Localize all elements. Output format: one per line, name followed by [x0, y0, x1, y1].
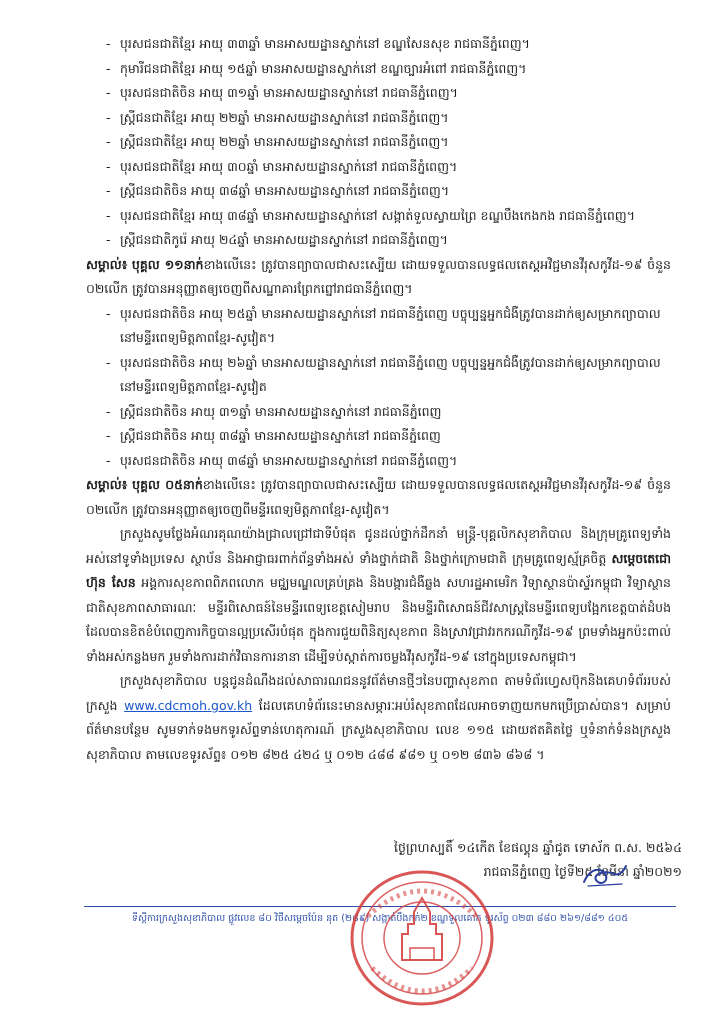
list-item: - ស្ត្រីជនជាតិកូរ៉េ អាយុ ២៤ឆ្នាំ មានអាសយដ្ឋានស្នាក់នៅ រាជធានីភ្នំពេញ។: [120, 228, 671, 253]
signature-icon: [580, 862, 630, 890]
thanks-bold-name: សម្ដេចតេជោ ហ៊ុន សែន: [86, 550, 671, 590]
thanks-text-after: អង្គការសុខភាពពិភពលោក មជ្ឈមណ្ឌលគ្រប់គ្រង និងបង្ការជំងឺឆ្លង សហរដ្ឋអាមេរិក វិទ្យាស្ថានប៉ាស្ទ័រកម្ពុជា វិទ្យាស្ថានជាតិសុខភាពសាធារណៈ មន្ទីរពិសោធន៍នៃមន្ទីរពេទ្យខេត្តសៀមរាប និងមន្ទីរពិសោធន៍ជីវសាស្ត្រនៃមន្ទីរពេទ្យបង្អែកខេត្តបាត់ដំបង ដែលបានខិតខំបំពេញភារកិច្ចបានល្អប្រសើរបំផុត ក្នុងការជួយពិនិត្យសុខភាព និងស្រាវជ្រាវរកករណីកូវីដ-១៩ ព្រមទាំងអ្នកប៉ះពាល់ទាំងអស់កន្លងមក រួមទាំងការដាក់វិធានការនានា ដើម្បីទប់ស្កាត់ការចម្លងវីរុសកូវីដ-១៩ នៅក្នុងប្រទេសកម្ពុជា។: [86, 575, 671, 664]
list-item: - ស្ត្រីជនជាតិចិន អាយុ ៣១ឆ្នាំ មានអាសយដ្ឋានស្នាក់នៅ រាជធានីភ្នំពេញ: [120, 400, 671, 425]
list-item: - បុរសជនជាតិខ្មែរ អាយុ ៣៣ឆ្នាំ មានអាសយដ្ឋានស្នាក់នៅ ខណ្ឌសែនសុខ រាជធានីភ្នំពេញ។: [120, 32, 671, 57]
list-item: - បុរសជនជាតិចិន អាយុ ២៦ឆ្នាំ មានអាសយដ្ឋានស្នាក់នៅ រាជធានីភ្នំពេញ បច្ចុប្បន្នអ្នកជំងឺត្រូវបានដាក់ឲ្យសម្រាកព្យាបាលនៅមន្ទីរពេទ្យមិត្តភាពខ្មែរ-សូវៀត: [120, 351, 671, 400]
list-item: - បុរសជនជាតិចិន អាយុ ៣១ឆ្នាំ មានអាសយដ្ឋានស្នាក់នៅ រាជធានីភ្នំពេញ។: [120, 81, 671, 106]
recovered-list-1: [86, 32, 671, 253]
list-item: - បុរសជនជាតិចិន អាយុ ២៥ឆ្នាំ មានអាសយដ្ឋានស្នាក់នៅ រាជធានីភ្នំពេញ បច្ចុប្បន្នអ្នកជំងឺត្រូវបានដាក់ឲ្យសម្រាកព្យាបាលនៅមន្ទីរពេទ្យមិត្តភាពខ្មែរ-សូវៀត។: [120, 302, 671, 351]
footer-address: ទីស្តីការក្រសួងសុខាភិបាល ផ្លូវលេខ ៨០ វិថីសម្ដេចប៉ែន នុត (២៨៩) សង្កាត់បឹងកក់២ ខណ្ឌទួលគោក ទូរស័ព្ទ ០២៣ ៨៨០ ២៦១/៨៨១ ៤០៥: [131, 913, 629, 924]
thanks-paragraph: [86, 522, 671, 669]
list-item: - ស្ត្រីជនជាតិចិន អាយុ ៣៨ឆ្នាំ មានអាសយដ្ឋានស្នាក់នៅ រាជធានីភ្នំពេញ។: [120, 179, 671, 204]
info-text-after: ដែលគេហទំព័រនេះមានសម្ភារៈអប់រំសុខភាពដែលអាចទាញយកមកប្រើប្រាស់បាន។ សម្រាប់ព័ត៌មានបន្ថែម សូមទាក់ទងមកទូរស័ព្ទទាន់ហេតុការណ៍ ក្រសួងសុខាភិបាល លេខ ១១៥ ដោយឥតគិតថ្លៃ ឬទំនាក់ទំនងក្រសួងសុខាភិបាល តាមលេខទូរស័ព្ទ៖ ០១២ ៨២៥ ៤២៤ ឬ ០១២ ៤៨៨ ៩៨១ ឬ ០១២ ៨៣៦ ៨៦៨ ។: [86, 697, 671, 762]
list-item: - ស្ត្រីជនជាតិចិន អាយុ ៣៨ឆ្នាំ មានអាសយដ្ឋានស្នាក់នៅ រាជធានីភ្នំពេញ: [120, 424, 671, 449]
note-2-label: សម្គាល់៖: [86, 477, 128, 492]
info-text-before: ក្រសួងសុខាភិបាល បន្តជូនដំណឹងដល់សាធារណជននូវព័ត៌មានថ្មីៗនៃបញ្ហាសុខភាព តាមទំព័រហ្វេសប៊ុកនិងគេហទំព័ររបស់ក្រសួង: [86, 673, 671, 713]
note-2-count: បុគ្គល ០៥នាក់: [132, 477, 203, 492]
official-seal-icon: [348, 868, 496, 1008]
list-item: - ស្ត្រីជនជាតិខ្មែរ អាយុ ២២ឆ្នាំ មានអាសយដ្ឋានស្នាក់នៅ រាជធានីភ្នំពេញ។: [120, 106, 671, 131]
recovered-list-2: [86, 302, 671, 474]
list-item: - ស្ត្រីជនជាតិខ្មែរ អាយុ ២២ឆ្នាំ មានអាសយដ្ឋានស្នាក់នៅ រាជធានីភ្នំពេញ។: [120, 130, 671, 155]
note-2-text: ខាងលើនេះ ត្រូវបានព្យាបាលជាសះស្បើយ ដោយទទួលបានលទ្ធផលតេស្តអវិជ្ជមានវីរុសកូវីដ-១៩ ចំនួន ០២លើក ត្រូវបានអនុញ្ញាតឲ្យចេញពីមន្ទីរពេទ្យមិត្តភាពខ្មែរ-សូវៀត។: [86, 477, 671, 517]
thanks-text-before: ក្រសួងសូមថ្លែងអំណរគុណយ៉ាងជ្រាលជ្រៅជាទីបំផុត ជូនដល់ថ្នាក់ដឹកនាំ មន្ត្រី-បុគ្គលិកសុខាភិបាល និងក្រុមគ្រូពេទ្យទាំងអស់នៅទូទាំងប្រទេស ស្ថាប័ន និងអាជ្ញាធរពាក់ព័ន្ធទាំងអស់ ទាំងថ្នាក់ជាតិ និងថ្នាក់ក្រោមជាតិ ក្រុមគ្រូពេទ្យស្ម័គ្រចិត្ត: [86, 526, 671, 566]
note-1-label: សម្គាល់៖: [86, 256, 128, 272]
solar-date: រាជធានីភ្នំពេញ ថ្ងៃទី២៥ ខែមីនា ឆ្នាំ២០២១: [483, 864, 682, 879]
list-item: - បុរសជនជាតិខ្មែរ អាយុ ៣៨ឆ្នាំ មានអាសយដ្ឋានស្នាក់នៅ សង្កាត់ទួលស្វាយព្រៃ ខណ្ឌបឹងកេងកង រាជធានីភ្នំពេញ។: [120, 204, 671, 229]
list-item: - បុរសជនជាតិខ្មែរ អាយុ ៣០ឆ្នាំ មានអាសយដ្ឋានស្នាក់នៅ រាជធានីភ្នំពេញ។: [120, 155, 671, 180]
note-1-count: បុគ្គល ១១នាក់: [131, 256, 204, 272]
list-item: - កុមារីជនជាតិខ្មែរ អាយុ ១៥ឆ្នាំ មានអាសយដ្ឋានស្នាក់នៅ ខណ្ឌច្បារអំពៅ រាជធានីភ្នំពេញ។: [120, 57, 671, 82]
document-body: [86, 32, 671, 767]
lunar-date: ថ្ងៃព្រហស្បតិ៍ ១៤កើត ខែផល្គុន ឆ្នាំជូត ទោស័ក ព.ស. ២៥៦៤: [394, 840, 682, 855]
website-link[interactable]: www.cdcmoh.gov.kh: [124, 697, 253, 713]
note-1-text: ខាងលើនេះ ត្រូវបានព្យាបាលជាសះស្បើយ ដោយទទួលបានលទ្ធផលតេស្តអវិជ្ជមានវីរុសកូវីដ-១៩ ចំនួន ០២លើក ត្រូវបានអនុញ្ញាតឲ្យចេញពីសណ្ឋាគារព្រែកព្នៅរាជធានីភ្នំពេញ។: [86, 256, 671, 296]
info-paragraph: [86, 669, 671, 767]
note-1: [86, 253, 671, 302]
note-2: [86, 473, 671, 522]
list-item: - បុរសជនជាតិចិន អាយុ ៣៨ឆ្នាំ មានអាសយដ្ឋានស្នាក់នៅ រាជធានីភ្នំពេញ។: [120, 449, 671, 474]
